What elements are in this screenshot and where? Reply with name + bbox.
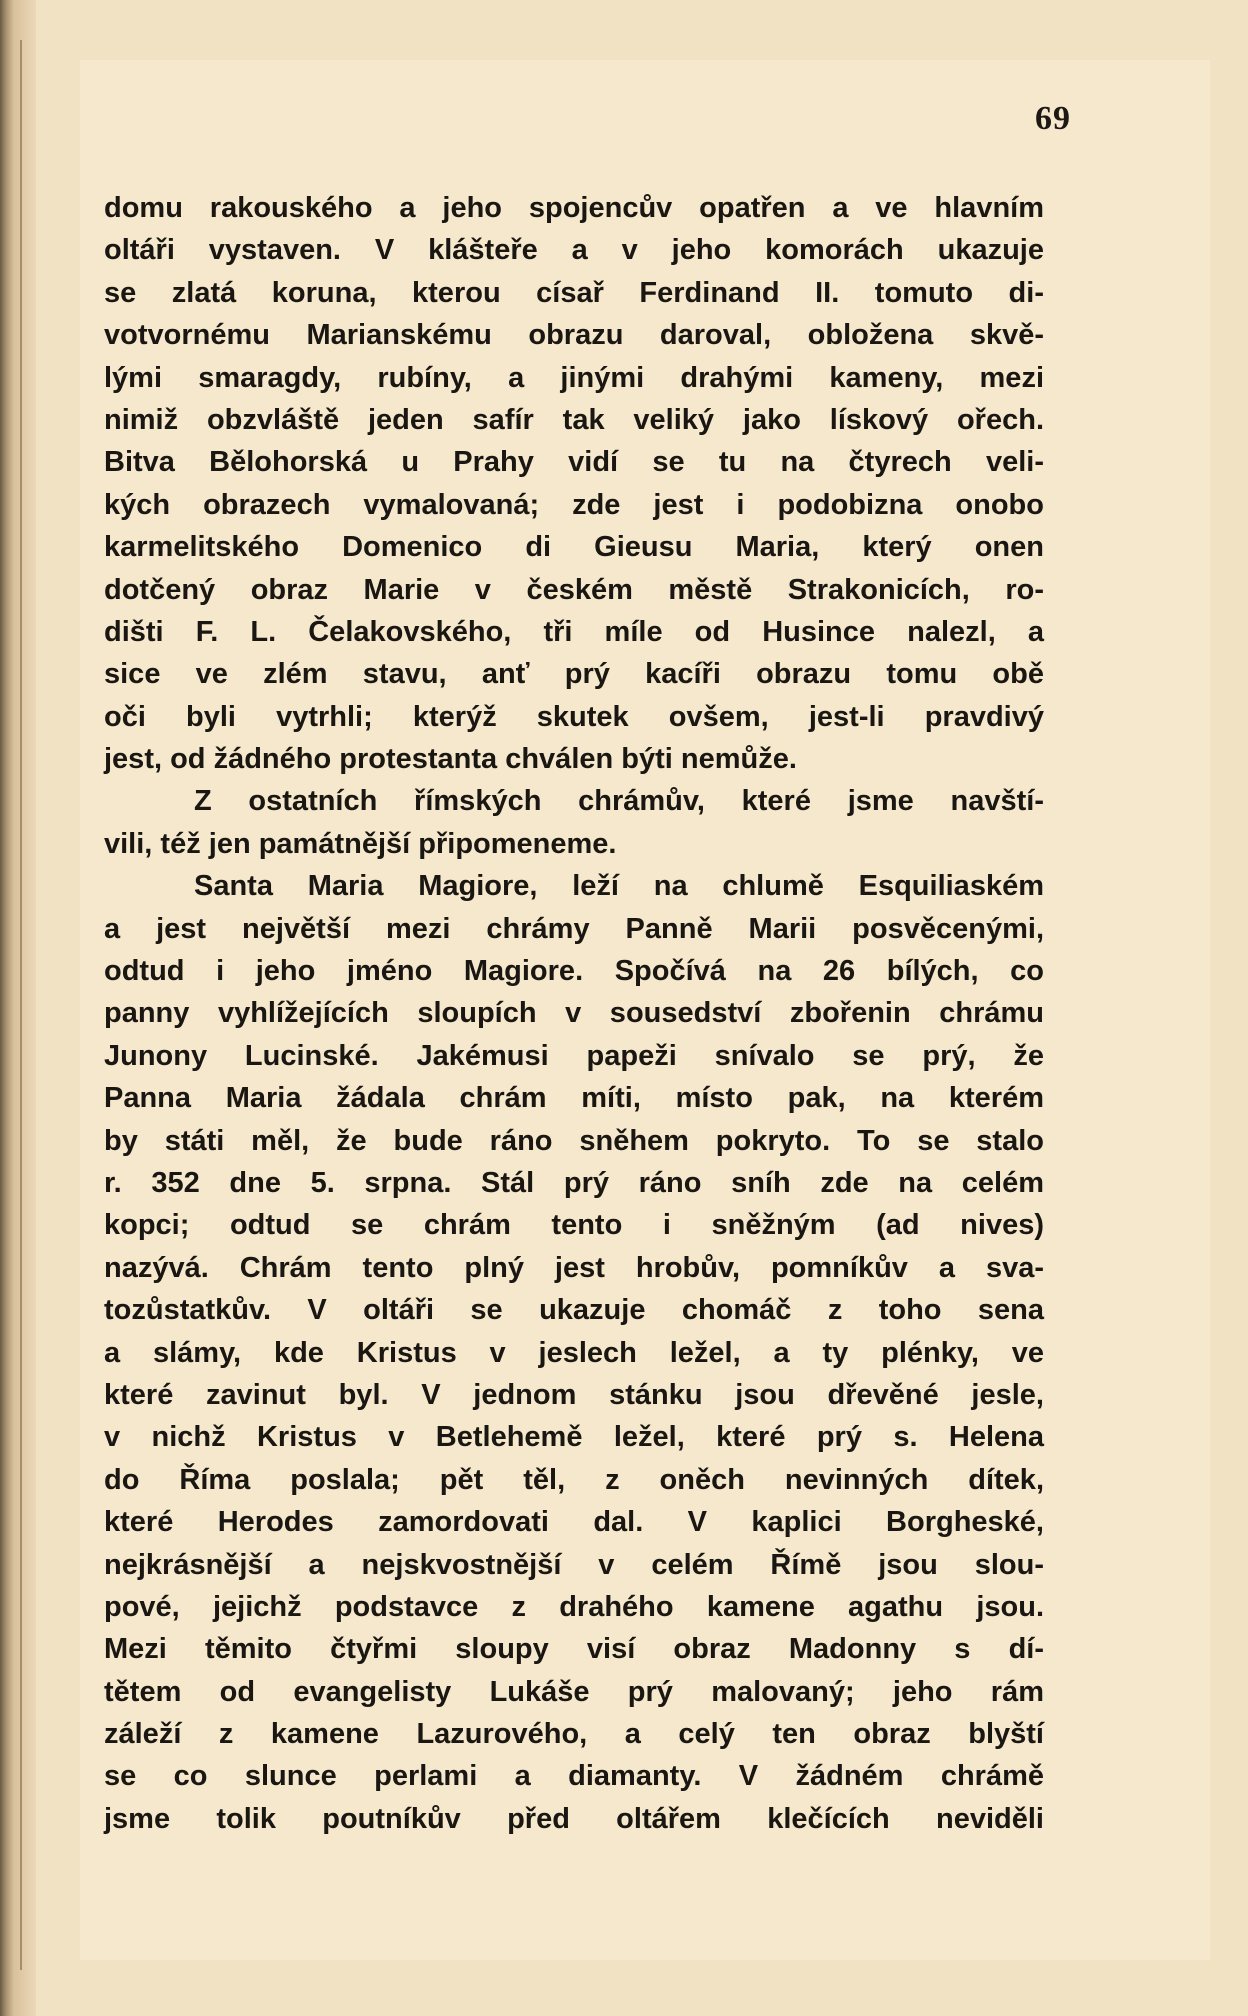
text-line: kopci; odtud se chrám tento i sněžným (ad nives)	[104, 1209, 1044, 1242]
text-line: do Říma poslala; pět těl, z oněch nevinných dítek,	[104, 1463, 1044, 1496]
body-text	[104, 187, 1044, 1840]
text-line: se co slunce perlami a diamanty. V žádném chrámě	[104, 1760, 1044, 1793]
text-line: nazývá. Chrám tento plný jest hrobův, pomníkův a sva-	[104, 1251, 1044, 1284]
text-line: votvornému Marianskému obrazu daroval, obložena skvě-	[104, 319, 1044, 352]
text-line: oči byli vytrhli; kterýž skutek ovšem, jest-li pravdivý	[104, 700, 1044, 733]
text-line: odtud i jeho jméno Magiore. Spočívá na 26 bílých, co	[104, 955, 1044, 988]
text-line: Santa Maria Magiore, leží na chlumě Esquiliaském	[194, 870, 1044, 903]
text-line: jsme tolik poutníkův před oltářem klečících neviděli	[104, 1802, 1044, 1835]
text-line: jest, od žádného protestanta chválen býti nemůže.	[104, 743, 797, 776]
text-line: a jest největší mezi chrámy Panně Marii posvěcenými,	[104, 912, 1044, 945]
text-line: karmelitského Domenico di Gieusu Maria, který onen	[104, 531, 1044, 564]
text-line: pové, jejichž podstavce z drahého kamene agathu jsou.	[104, 1590, 1044, 1623]
text-line: záleží z kamene Lazurového, a celý ten obraz blyští	[104, 1718, 1044, 1751]
text-line: Z ostatních římských chrámův, které jsme navští-	[194, 785, 1044, 818]
text-line: by státi měl, že bude ráno sněhem pokryto. To se stalo	[104, 1124, 1044, 1157]
text-line: které Herodes zamordovati dal. V kaplici Borgheské,	[104, 1506, 1044, 1539]
text-line: tětem od evangelisty Lukáše prý malovaný; jeho rám	[104, 1675, 1044, 1708]
text-line: které zavinut byl. V jednom stánku jsou dřevěné jesle,	[104, 1378, 1044, 1411]
text-line: lými smaragdy, rubíny, a jinými drahými kameny, mezi	[104, 361, 1044, 394]
text-line: oltáři vystaven. V klášteře a v jeho komorách ukazuje	[104, 234, 1044, 267]
text-line: se zlatá koruna, kterou císař Ferdinand II. tomuto di-	[104, 276, 1044, 309]
text-line: Mezi těmito čtyřmi sloupy visí obraz Madonny s dí-	[104, 1633, 1044, 1666]
text-line: dotčený obraz Marie v českém městě Strakonicích, ro-	[104, 573, 1044, 606]
text-line: dišti F. L. Čelakovského, tři míle od Husince nalezl, a	[104, 615, 1044, 648]
text-line: Panna Maria žádala chrám míti, místo pak, na kterém	[104, 1082, 1044, 1115]
text-line: r. 352 dne 5. srpna. Stál prý ráno sníh zde na celém	[104, 1166, 1044, 1199]
text-line: Bitva Bělohorská u Prahy vidí se tu na čtyrech veli-	[104, 446, 1044, 479]
binding-rule	[20, 40, 22, 1970]
text-line: kých obrazech vymalovaná; zde jest i podobizna onobo	[104, 488, 1044, 521]
text-line: nejkrásnější a nejskvostnější v celém Římě jsou slou-	[104, 1548, 1044, 1581]
text-line: v nichž Kristus v Betlehemě ležel, které prý s. Helena	[104, 1421, 1044, 1454]
text-line: sice ve zlém stavu, anť prý kacíři obrazu tomu obě	[104, 658, 1044, 691]
text-line: tozůstatkův. V oltáři se ukazuje chomáč z toho sena	[104, 1294, 1044, 1327]
book-binding-edge	[0, 0, 36, 2016]
text-line: vili, též jen památnější připomeneme.	[104, 827, 617, 860]
text-line: domu rakouského a jeho spojencův opatřen a ve hlavním	[104, 192, 1044, 224]
text-line: a slámy, kde Kristus v jeslech ležel, a ty plénky, ve	[104, 1336, 1044, 1369]
text-line: Junony Lucinské. Jakémusi papeži snívalo se prý, že	[104, 1039, 1044, 1072]
page-number: 69	[1035, 100, 1071, 137]
text-line: nimiž obzvláště jeden safír tak veliký jako lískový ořech.	[104, 403, 1044, 436]
text-line: panny vyhlížejících sloupích v sousedství zbořenin chrámu	[104, 997, 1044, 1030]
